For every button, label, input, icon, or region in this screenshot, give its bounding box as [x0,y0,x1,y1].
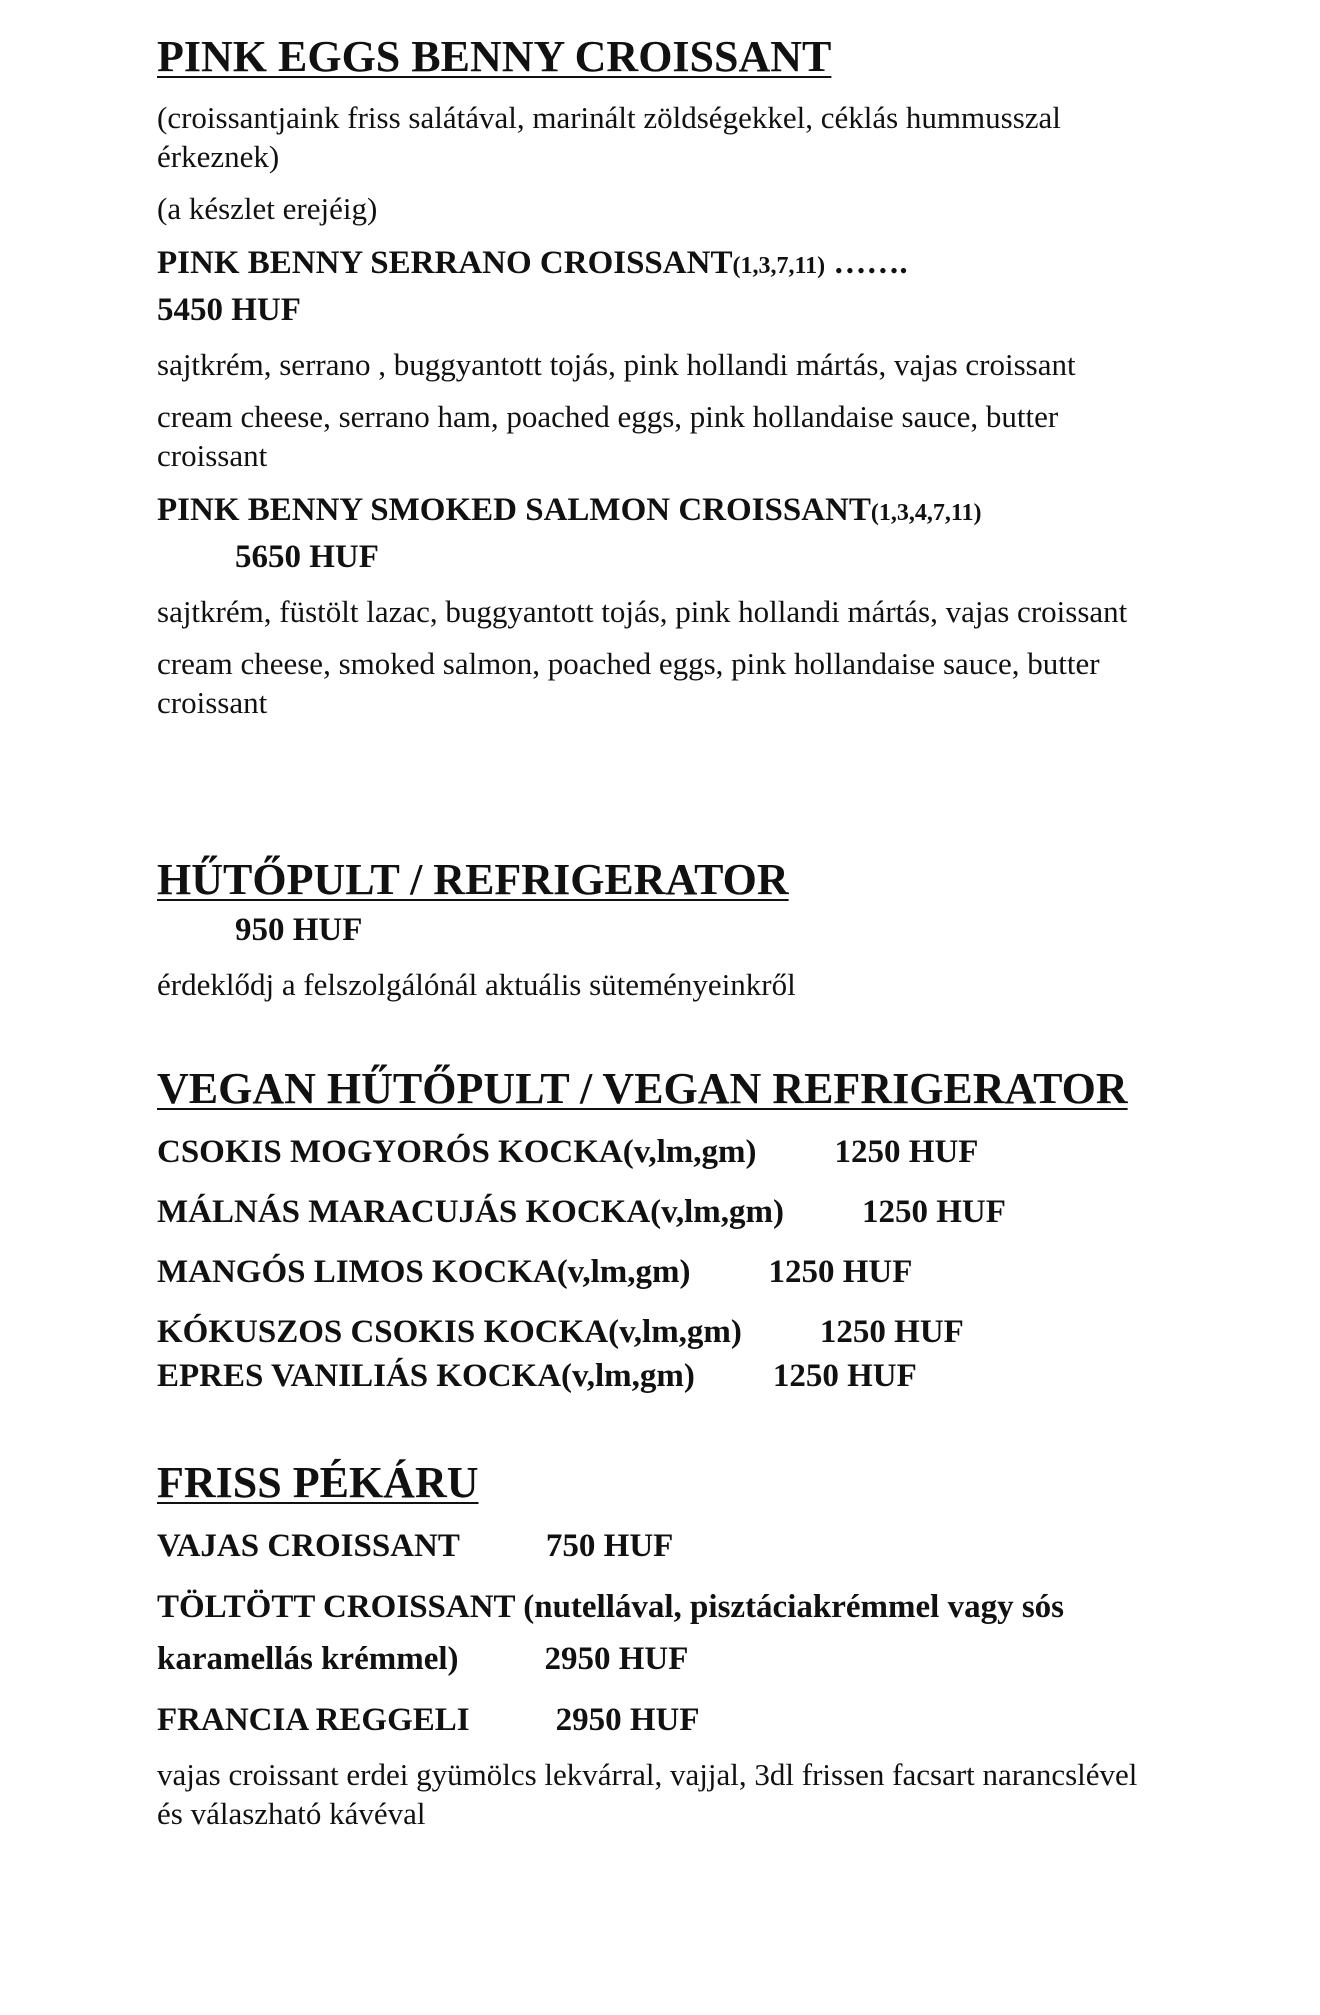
item-description-en: cream cheese, serrano ham, poached eggs, pink hollandaise sauce, butter croissant [157,399,1059,473]
dot-leader: ……. [825,245,908,281]
menu-item: VAJAS CROISSANT 750 HUF [157,1524,1167,1568]
menu-item-price: 1250 HUF [861,1194,1006,1230]
menu-item-price: 2950 HUF [544,1641,689,1677]
menu-item-price: 5650 HUF [235,539,379,575]
item-description: vajas croissant erdei gyümölcs lekvárral, vajjal, 3dl frissen facsart narancslével és válaszható kávéval [157,1757,1138,1831]
menu-item-price: 1250 HUF [819,1314,964,1350]
menu-item-price: 2950 HUF [555,1702,700,1738]
section-note: (croissantjaink friss salátával, marinált zöldségekkel, céklás hummusszal érkeznek) [157,100,1061,174]
menu-item: TÖLTÖTT CROISSANT (nutellával, pisztáciakrémmel vagy sós karamellás krémmel) 2950 HUF [157,1581,1167,1685]
section-title-friss-pekaru: FRISS PÉKÁRU [157,1458,479,1507]
menu-item-name: PINK BENNY SERRANO CROISSANT(1,3,7,11) ……. [157,245,908,281]
menu-item-price: 1250 HUF [834,1134,979,1170]
menu-item-price: 750 HUF [545,1528,674,1564]
menu-item: EPRES VANILIÁS KOCKA(v,lm,gm) 1250 HUF [157,1354,1167,1398]
menu-item-price: 1250 HUF [768,1254,913,1290]
item-description-hu: sajtkrém, füstölt lazac, buggyantott tojás, pink hollandi mártás, vajas croissant [157,594,1128,629]
menu-item-price: 950 HUF [235,912,363,948]
menu-item: CSOKIS MOGYORÓS KOCKA(v,lm,gm) 1250 HUF [157,1130,1167,1174]
menu-page [157,28,1167,1833]
menu-item-price: 1250 HUF [772,1358,917,1394]
section-title-refrigerator: HŰTŐPULT / REFRIGERATOR [157,855,789,904]
menu-item-price: 5450 HUF [157,292,301,328]
allergen-codes: (1,3,7,11) [732,253,826,279]
section-description: érdeklődj a felszolgálónál aktuális süteményeinkről [157,967,796,1002]
menu-item: MÁLNÁS MARACUJÁS KOCKA(v,lm,gm) 1250 HUF [157,1190,1167,1234]
section-note: (a készlet erejéig) [157,191,378,226]
allergen-codes: (1,3,4,7,11) [870,500,982,526]
menu-item-name: PINK BENNY SMOKED SALMON CROISSANT(1,3,4,7,11) [157,492,982,528]
menu-item: KÓKUSZOS CSOKIS KOCKA(v,lm,gm) 1250 HUF [157,1310,1167,1354]
item-description-hu: sajtkrém, serrano , buggyantott tojás, pink hollandi mártás, vajas croissant [157,347,1076,382]
menu-item: FRANCIA REGGELI 2950 HUF [157,1698,1167,1742]
item-description-en: cream cheese, smoked salmon, poached eggs, pink hollandaise sauce, butter croissant [157,646,1100,720]
menu-item: MANGÓS LIMOS KOCKA(v,lm,gm) 1250 HUF [157,1250,1167,1294]
section-title-vegan-refrigerator: VEGAN HŰTŐPULT / VEGAN REFRIGERATOR [157,1064,1128,1113]
section-title-pink-eggs-benny: PINK EGGS BENNY CROISSANT [157,32,832,81]
